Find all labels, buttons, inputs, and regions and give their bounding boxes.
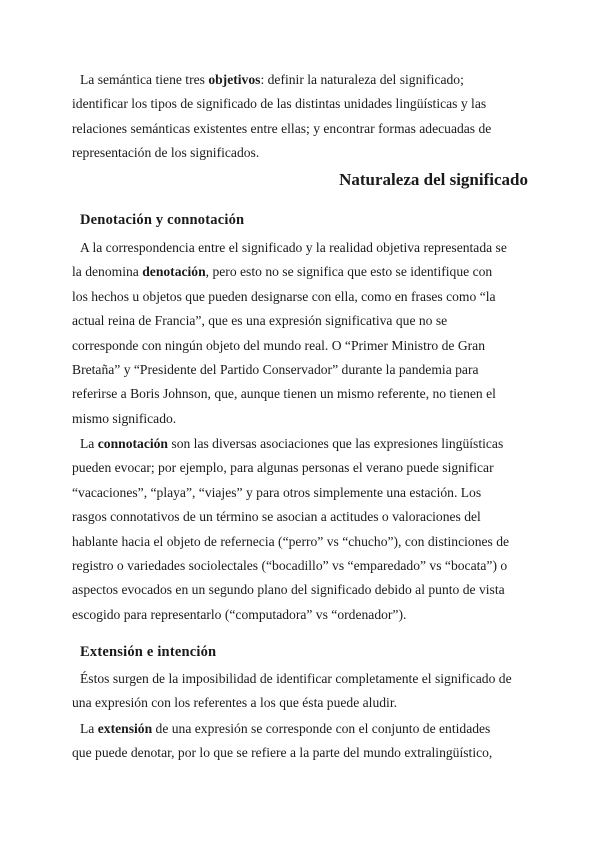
- text-line: los hechos u objetos que pueden designarse con ella, como en frases como “la: [72, 288, 496, 304]
- extension-paragraph: [72, 717, 528, 766]
- text-line: corresponde con ningún objeto del mundo real. O “Primer Ministro de Gran: [72, 337, 485, 353]
- text-line: La semántica tiene tres objetivos: definir la naturaleza del significado;: [80, 72, 464, 87]
- emphasis-connotacion: connotación: [97, 436, 168, 451]
- text-line: representación de los significados.: [72, 145, 260, 161]
- text-line: rasgos connotativos de un término se asocian a actitudes o valoraciones del: [72, 509, 481, 525]
- text-line: aspectos evocados en un segundo plano del significado debido al punto de vista: [72, 582, 505, 598]
- subsection-title-extension: Extensión e intención: [80, 644, 217, 660]
- text-line: registro o variedades sociolectales (“bocadillo” vs “emparedado” vs “bocata”) o: [72, 558, 508, 574]
- text-line: escogido para representarlo (“computadora” vs “ordenador”).: [72, 606, 407, 622]
- text-line: mismo significado.: [72, 410, 177, 426]
- emphasis-extension: extensión: [97, 721, 153, 736]
- text-line: hablante hacia el objeto de refernecia (“perro” vs “chucho”), con distinciones de: [72, 533, 510, 549]
- text-line: actual reina de Francia”, que es una expresión significativa que no se: [72, 313, 448, 329]
- emphasis-denotacion: denotación: [142, 264, 206, 280]
- connotacion-paragraph: [72, 432, 528, 627]
- text-line: identificar los tipos de significado de las distintas unidades lingüísticas y las: [72, 96, 487, 112]
- emphasis-objetivos: objetivos: [208, 72, 261, 87]
- text-line: pueden evocar; por ejemplo, para algunas personas el verano puede significar: [72, 460, 494, 476]
- text-line: la denomina denotación, pero esto no se significa que esto se identifique con: [72, 264, 493, 280]
- section-title: Naturaleza del significado: [339, 170, 528, 189]
- text-line: “vacaciones”, “playa”, “viajes” y para otros simplemente una estación. Los: [72, 484, 482, 500]
- denotacion-paragraph: [72, 236, 528, 431]
- text-line: Bretaña” y “Presidente del Partido Conservador” durante la pandemia para: [72, 362, 479, 378]
- text-line: La extensión de una expresión se corresponde con el conjunto de entidades: [80, 721, 491, 736]
- text-line: A la correspondencia entre el significado y la realidad objetiva representada se: [80, 240, 507, 255]
- text-line: una expresión con los referentes a los que ésta puede aludir.: [72, 695, 398, 711]
- text-line: La connotación son las diversas asociaciones que las expresiones lingüísticas: [80, 436, 504, 451]
- text-line: referirse a Boris Johnson, que, aunque tienen un mismo referente, no tienen el: [72, 386, 496, 402]
- text-line: relaciones semánticas existentes entre ellas; y encontrar formas adecuadas de: [72, 120, 492, 136]
- intro-paragraph: [72, 68, 528, 166]
- extension-intro-paragraph: [72, 667, 528, 716]
- text-line: Éstos surgen de la imposibilidad de identificar completamente el significado de: [80, 671, 512, 686]
- text-line: que puede denotar, por lo que se refiere a la parte del mundo extralingüístico,: [72, 745, 493, 761]
- subsection-title-denotacion: Denotación y connotación: [80, 212, 245, 228]
